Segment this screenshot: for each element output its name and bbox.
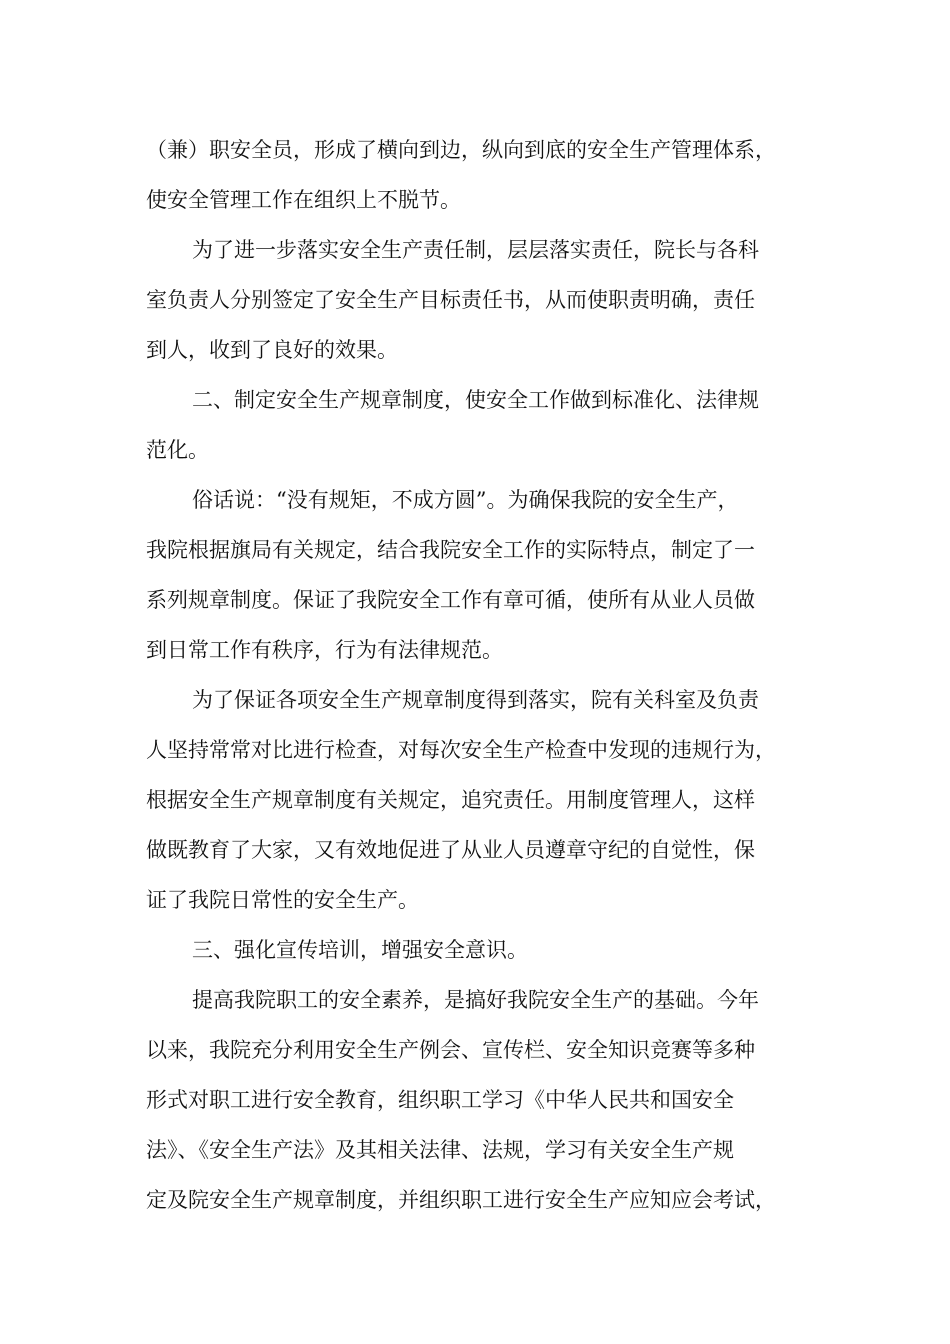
text-line [0, 230, 950, 270]
line-text: 我院根据旗局有关规定，结合我院安全工作的实际特点，制定了一 [146, 538, 755, 562]
line-text: 为了进一步落实安全生产责任制，层层落实责任，院长与各科 [192, 238, 759, 262]
line-text: 人坚持常常对比进行检查，对每次安全生产检查中发现的违规行为， [146, 738, 776, 762]
line-text: 俗话说：“没有规矩，不成方圆”。为确保我院的安全生产， [192, 488, 739, 512]
line-text: 三、强化宣传培训，增强安全意识。 [192, 938, 528, 962]
text-line [0, 1180, 950, 1220]
line-text: 范化。 [146, 438, 209, 462]
line-text: 形式对职工进行安全教育，组织职工学习《中华人民共和国安全 [146, 1088, 734, 1112]
line-text: 做既教育了大家，又有效地促进了从业人员遵章守纪的自觉性，保 [146, 838, 755, 862]
text-line [0, 130, 950, 170]
text-line [0, 630, 950, 670]
text-line [0, 330, 950, 370]
text-line [0, 180, 950, 220]
text-line [0, 780, 950, 820]
line-text: 根据安全生产规章制度有关规定，追究责任。用制度管理人，这样 [146, 788, 755, 812]
line-text: 到日常工作有秩序，行为有法律规范。 [146, 638, 503, 662]
line-text: 证了我院日常性的安全生产。 [146, 888, 419, 912]
line-text: 系列规章制度。保证了我院安全工作有章可循，使所有从业人员做 [146, 588, 755, 612]
text-line [0, 880, 950, 920]
line-text: 为了保证各项安全生产规章制度得到落实，院有关科室及负责 [192, 688, 759, 712]
text-line [0, 1030, 950, 1070]
text-line [0, 480, 950, 520]
text-line [0, 930, 950, 970]
line-text: 二、制定安全生产规章制度，使安全工作做到标准化、法律规 [192, 388, 759, 412]
line-text: 到人，收到了良好的效果。 [146, 338, 398, 362]
text-line [0, 980, 950, 1020]
text-line [0, 580, 950, 620]
text-line [0, 430, 950, 470]
text-line [0, 1130, 950, 1170]
text-line [0, 280, 950, 320]
text-line [0, 730, 950, 770]
text-line [0, 680, 950, 720]
text-line [0, 1080, 950, 1120]
line-text: 定及院安全生产规章制度，并组织职工进行安全生产应知应会考试， [146, 1188, 776, 1212]
line-text: 使安全管理工作在组织上不脱节。 [146, 188, 461, 212]
text-line [0, 830, 950, 870]
text-line [0, 380, 950, 420]
line-text: 室负责人分别签定了安全生产目标责任书，从而使职责明确，责任 [146, 288, 755, 312]
line-text: 提高我院职工的安全素养，是搞好我院安全生产的基础。今年 [192, 988, 759, 1012]
line-text: 以来，我院充分利用安全生产例会、宣传栏、安全知识竞赛等多种 [146, 1038, 755, 1062]
text-line [0, 530, 950, 570]
line-text: 法》、《安全生产法》及其相关法律、法规，学习有关安全生产规 [146, 1138, 734, 1162]
line-text: （兼）职安全员，形成了横向到边，纵向到底的安全生产管理体系， [146, 138, 776, 162]
